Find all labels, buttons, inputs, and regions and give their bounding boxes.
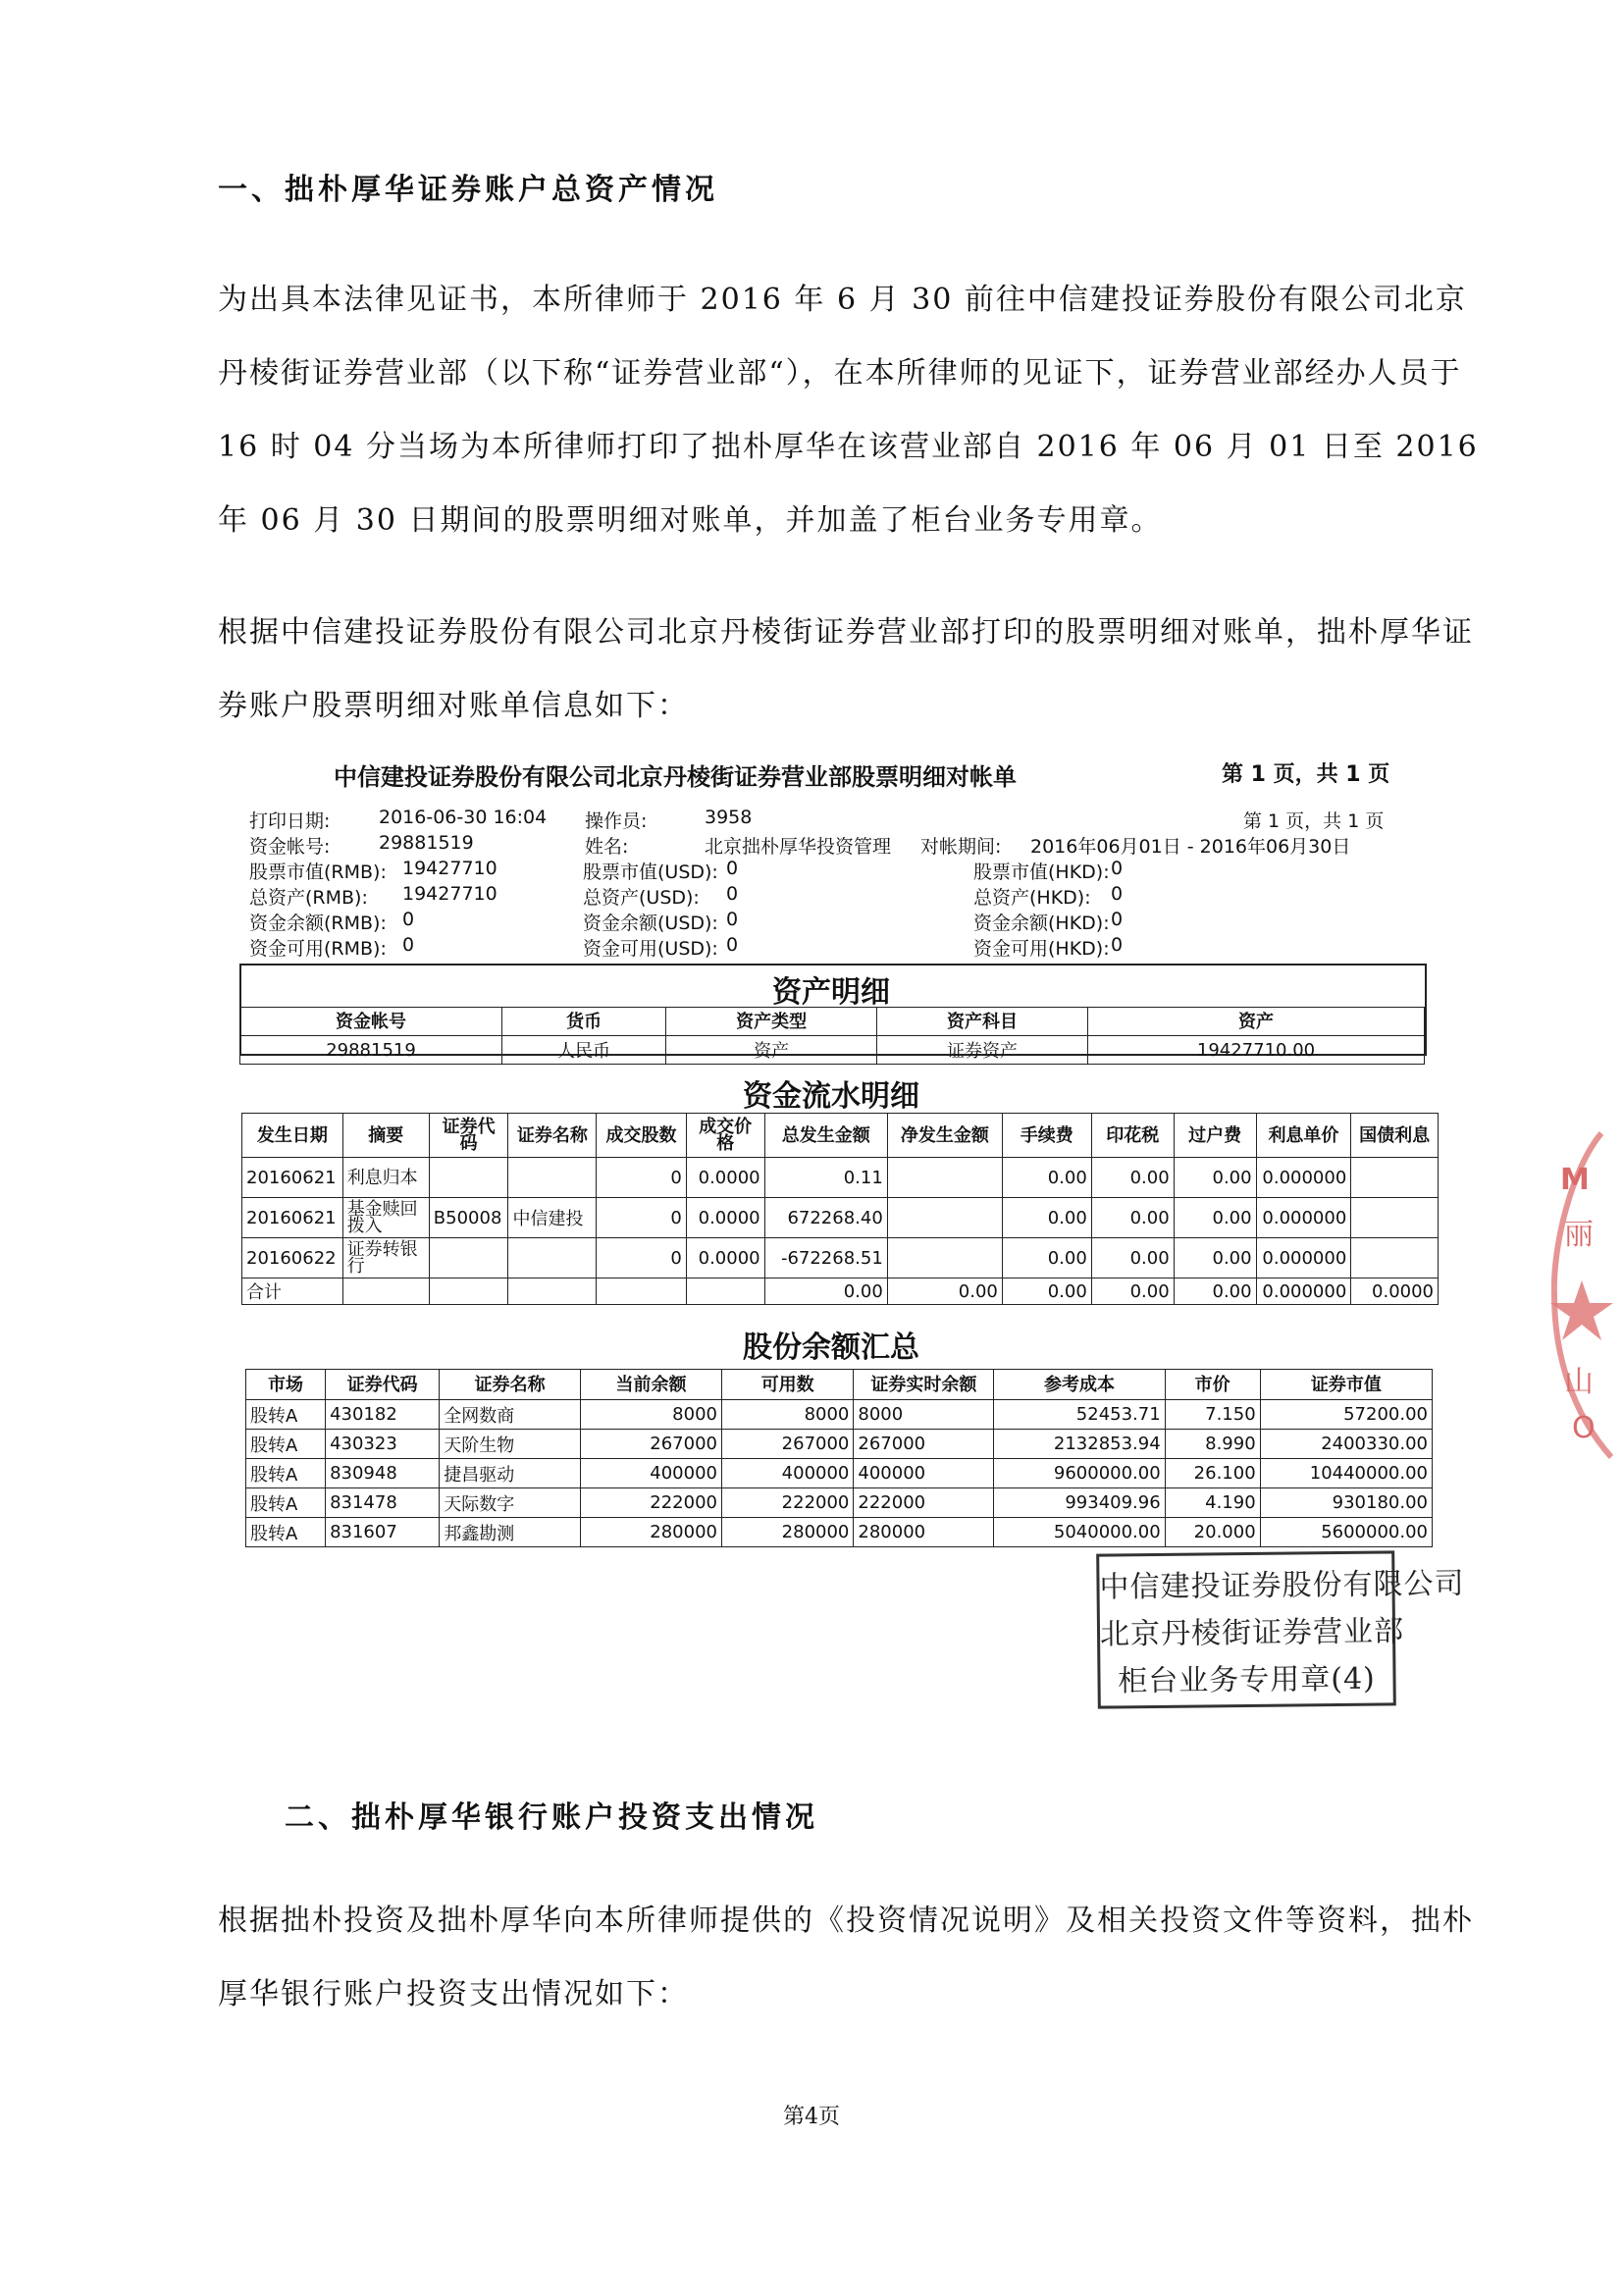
holdings-cell: 280000 xyxy=(721,1518,853,1547)
holdings-cell: 股转A xyxy=(246,1430,326,1459)
flow-cell xyxy=(1351,1238,1439,1278)
holdings-header-cell: 参考成本 xyxy=(994,1370,1165,1400)
holdings-cell: 7.150 xyxy=(1165,1400,1260,1430)
holdings-row xyxy=(246,1459,1433,1488)
summary-cell: 资金可用(USD): xyxy=(583,938,718,960)
stock-statement xyxy=(236,736,1465,1678)
flow-total-cell xyxy=(508,1278,597,1305)
holdings-cell: 2400330.00 xyxy=(1260,1430,1432,1459)
flow-total-cell: 0.00 xyxy=(887,1278,1002,1305)
statement-title: 中信建投证券股份有限公司北京丹棱街证券营业部股票明细对帐单 xyxy=(334,763,1017,791)
flow-cell: 0.00 xyxy=(1174,1238,1256,1278)
flow-header-cell: 利息单价 xyxy=(1256,1114,1351,1158)
flow-cell: 20160621 xyxy=(242,1198,343,1238)
flow-cell: 0.0000 xyxy=(686,1158,764,1198)
asset-cell: 证券资产 xyxy=(877,1036,1088,1065)
flow-header-cell: 证券名称 xyxy=(508,1114,597,1158)
flow-cell xyxy=(1351,1198,1439,1238)
svg-text:山: 山 xyxy=(1564,1365,1594,1399)
holdings-row xyxy=(246,1400,1433,1430)
flow-cell xyxy=(508,1158,597,1198)
summary-cell: 19427710 xyxy=(402,883,497,905)
summary-cell: 资金余额(HKD): xyxy=(973,913,1110,934)
flow-cell: 0.00 xyxy=(1091,1238,1174,1278)
holdings-cell: 222000 xyxy=(581,1488,722,1518)
page-footer: 第4页 xyxy=(783,2105,840,2129)
stamp-line-2: 北京丹棱街证券营业部 xyxy=(1099,1614,1405,1652)
flow-header-cell: 国债利息 xyxy=(1351,1114,1439,1158)
summary-cell: 总资产(USD): xyxy=(583,887,700,909)
paragraph-2 xyxy=(218,596,1484,743)
holdings-cell: 股转A xyxy=(246,1459,326,1488)
holdings-cell: 930180.00 xyxy=(1260,1488,1432,1518)
flow-cell xyxy=(1351,1158,1439,1198)
summary-cell: 0 xyxy=(726,883,739,905)
holdings-cell: 280000 xyxy=(581,1518,722,1547)
holdings-header-row xyxy=(246,1370,1433,1400)
flow-header-cell: 成交股数 xyxy=(597,1114,687,1158)
holdings-header-cell: 证券名称 xyxy=(440,1370,581,1400)
summary-cell: 总资产(HKD): xyxy=(973,887,1091,909)
holdings-cell: 280000 xyxy=(854,1518,994,1547)
summary-cell: 19427710 xyxy=(402,858,497,879)
holdings-row xyxy=(246,1430,1433,1459)
flow-total-cell xyxy=(342,1278,429,1305)
holdings-cell: 267000 xyxy=(854,1430,994,1459)
flow-total-cell: 0.000000 xyxy=(1256,1278,1351,1305)
flow-cell: 0.00 xyxy=(1174,1198,1256,1238)
paragraph-3-text: 根据拙朴投资及拙朴厚华向本所律师提供的《投资情况说明》及相关投资文件等资料，拙朴厚华银行账户投资支出情况如下： xyxy=(218,1904,1474,2011)
holdings-cell: 400000 xyxy=(721,1459,853,1488)
flow-cell: 基金赎回拨入 xyxy=(342,1198,429,1238)
stamp-line-3: 柜台业务专用章(4) xyxy=(1118,1661,1376,1699)
holdings-cell: 股转A xyxy=(246,1518,326,1547)
flow-cell xyxy=(887,1158,1002,1198)
svg-text:M: M xyxy=(1560,1163,1590,1197)
page-info: 第 1 页，共 1 页 xyxy=(1243,810,1385,832)
flow-header-cell: 证券代码 xyxy=(429,1114,508,1158)
summary-cell: 股票市值(HKD): xyxy=(973,861,1110,883)
flow-cell: 0.000000 xyxy=(1256,1198,1351,1238)
holdings-cell: 222000 xyxy=(854,1488,994,1518)
counter-business-stamp xyxy=(1096,1550,1465,1708)
asset-cell: 29881519 xyxy=(240,1036,502,1065)
holdings-header-cell: 证券实时余额 xyxy=(854,1370,994,1400)
asset-header-cell: 资产 xyxy=(1088,1008,1425,1036)
holdings-row xyxy=(246,1488,1433,1518)
holdings-cell: 2132853.94 xyxy=(994,1430,1165,1459)
holdings-cell: 8000 xyxy=(721,1400,853,1430)
holdings-cell: 8000 xyxy=(854,1400,994,1430)
holdings-cell: 5600000.00 xyxy=(1260,1518,1432,1547)
flow-detail-table xyxy=(241,1113,1439,1305)
account-label: 资金帐号: xyxy=(249,836,331,858)
holdings-header-cell: 当前余额 xyxy=(581,1370,722,1400)
flow-row xyxy=(242,1198,1439,1238)
operator-value: 3958 xyxy=(705,807,753,828)
holdings-header-cell: 证券代码 xyxy=(326,1370,440,1400)
flow-header-row xyxy=(242,1114,1439,1158)
flow-cell: 0.00 xyxy=(1174,1158,1256,1198)
summary-cell: 股票市值(RMB): xyxy=(249,861,387,883)
paragraph-3 xyxy=(218,1884,1484,2031)
flow-header-cell: 成交价格 xyxy=(686,1114,764,1158)
flow-cell: 证券转银行 xyxy=(342,1238,429,1278)
summary-cell: 0 xyxy=(1111,883,1124,905)
holdings-cell: 26.100 xyxy=(1165,1459,1260,1488)
holdings-cell: 831478 xyxy=(326,1488,440,1518)
asset-cell: 资产 xyxy=(666,1036,877,1065)
summary-cell: 资金余额(USD): xyxy=(583,913,718,934)
holdings-cell: 4.190 xyxy=(1165,1488,1260,1518)
flow-row xyxy=(242,1158,1439,1198)
flow-cell: 0.00 xyxy=(1091,1198,1174,1238)
flow-header-cell: 手续费 xyxy=(1002,1114,1091,1158)
summary-cell: 0 xyxy=(1111,934,1124,956)
section2-heading: 二、拙朴厚华银行账户投资支出情况 xyxy=(285,1800,818,1835)
section1-heading: 一、拙朴厚华证券账户总资产情况 xyxy=(218,173,718,207)
holdings-header-cell: 可用数 xyxy=(721,1370,853,1400)
summary-cell: 0 xyxy=(1111,858,1124,879)
holdings-title: 股份余额汇总 xyxy=(743,1331,919,1365)
statement-page-info-title: 第 1 页，共 1 页 xyxy=(1222,762,1390,787)
flow-cell: 0 xyxy=(597,1238,687,1278)
holdings-table xyxy=(245,1369,1433,1547)
asset-header-row xyxy=(240,1008,1425,1036)
flow-row xyxy=(242,1238,1439,1278)
summary-cell: 资金可用(HKD): xyxy=(973,938,1110,960)
flow-header-cell: 印花税 xyxy=(1091,1114,1174,1158)
account-value: 29881519 xyxy=(379,832,474,854)
summary-cell: 0 xyxy=(1111,909,1124,930)
summary-cell: 0 xyxy=(402,909,415,930)
holdings-cell: 400000 xyxy=(581,1459,722,1488)
asset-header-cell: 货币 xyxy=(502,1008,666,1036)
print-date-value: 2016-06-30 16:04 xyxy=(379,807,548,828)
flow-total-cell: 0.00 xyxy=(1174,1278,1256,1305)
svg-text:丽: 丽 xyxy=(1564,1218,1594,1252)
operator-label: 操作员: xyxy=(585,810,648,832)
flow-cell: 0.0000 xyxy=(686,1238,764,1278)
asset-header-cell: 资产类型 xyxy=(666,1008,877,1036)
flow-cell xyxy=(508,1238,597,1278)
summary-cell: 股票市值(USD): xyxy=(583,861,718,883)
flow-total-cell: 0.0000 xyxy=(1351,1278,1439,1305)
paragraph-1 xyxy=(218,263,1484,557)
holdings-cell: 831607 xyxy=(326,1518,440,1547)
asset-cell: 19427710.00 xyxy=(1088,1036,1425,1065)
asset-cell: 人民币 xyxy=(502,1036,666,1065)
holdings-cell: 993409.96 xyxy=(994,1488,1165,1518)
flow-cell: 中信建投 xyxy=(508,1198,597,1238)
holdings-cell: 捷昌驱动 xyxy=(440,1459,581,1488)
paragraph-2-text: 根据中信建投证券股份有限公司北京丹棱街证券营业部打印的股票明细对账单，拙朴厚华证券账户股票明细对账单信息如下： xyxy=(218,615,1474,723)
holdings-cell: 267000 xyxy=(721,1430,853,1459)
summary-cell: 资金可用(RMB): xyxy=(249,938,387,960)
asset-detail-title: 资产明细 xyxy=(772,975,890,1010)
flow-cell: 20160621 xyxy=(242,1158,343,1198)
holdings-row xyxy=(246,1518,1433,1547)
flow-header-cell: 过户费 xyxy=(1174,1114,1256,1158)
asset-header-cell: 资产科目 xyxy=(877,1008,1088,1036)
red-seal-fragment xyxy=(1543,1128,1623,1462)
holdings-cell: 邦鑫勘测 xyxy=(440,1518,581,1547)
flow-detail-title: 资金流水明细 xyxy=(743,1079,919,1114)
holdings-cell: 天阶生物 xyxy=(440,1430,581,1459)
svg-text:O: O xyxy=(1572,1411,1596,1445)
summary-cell: 总资产(RMB): xyxy=(249,887,368,909)
holdings-cell: 52453.71 xyxy=(994,1400,1165,1430)
flow-cell: 0.000000 xyxy=(1256,1238,1351,1278)
period-label: 对帐期间: xyxy=(920,836,1002,858)
print-date-label: 打印日期: xyxy=(249,810,331,832)
flow-total-cell: 0.00 xyxy=(764,1278,887,1305)
asset-detail-table xyxy=(239,1007,1425,1065)
flow-header-cell: 发生日期 xyxy=(242,1114,343,1158)
flow-cell xyxy=(887,1198,1002,1238)
holdings-cell: 20.000 xyxy=(1165,1518,1260,1547)
summary-cell: 0 xyxy=(726,909,739,930)
flow-cell: 0.00 xyxy=(1002,1238,1091,1278)
summary-cell: 0 xyxy=(726,934,739,956)
holdings-cell: 天际数字 xyxy=(440,1488,581,1518)
period-value: 2016年06月01日 - 2016年06月30日 xyxy=(1030,836,1351,858)
holdings-header-cell: 市场 xyxy=(246,1370,326,1400)
flow-cell: 利息归本 xyxy=(342,1158,429,1198)
flow-total-cell: 0.00 xyxy=(1002,1278,1091,1305)
holdings-cell: 400000 xyxy=(854,1459,994,1488)
holdings-cell: 267000 xyxy=(581,1430,722,1459)
flow-total-cell xyxy=(597,1278,687,1305)
stamp-line-1: 中信建投证券股份有限公司 xyxy=(1099,1566,1465,1605)
holdings-cell: 222000 xyxy=(721,1488,853,1518)
holdings-cell: 9600000.00 xyxy=(994,1459,1165,1488)
flow-header-cell: 总发生金额 xyxy=(764,1114,887,1158)
holdings-cell: 57200.00 xyxy=(1260,1400,1432,1430)
holdings-cell: 430182 xyxy=(326,1400,440,1430)
holdings-cell: 8000 xyxy=(581,1400,722,1430)
holdings-header-cell: 市价 xyxy=(1165,1370,1260,1400)
flow-total-cell: 0.00 xyxy=(1091,1278,1174,1305)
name-label: 姓名: xyxy=(585,836,629,858)
name-value: 北京拙朴厚华投资管理 xyxy=(705,836,892,858)
summary-cell: 0 xyxy=(402,934,415,956)
flow-cell: B50008 xyxy=(429,1198,508,1238)
flow-cell: 0.00 xyxy=(1091,1158,1174,1198)
flow-cell xyxy=(429,1238,508,1278)
flow-cell: 0.00 xyxy=(1002,1198,1091,1238)
holdings-cell: 股转A xyxy=(246,1488,326,1518)
asset-data-row xyxy=(240,1036,1425,1065)
flow-cell: 0.00 xyxy=(1002,1158,1091,1198)
flow-header-cell: 净发生金额 xyxy=(887,1114,1002,1158)
flow-cell xyxy=(429,1158,508,1198)
summary-cell: 0 xyxy=(726,858,739,879)
flow-total-cell xyxy=(686,1278,764,1305)
flow-cell: 0.11 xyxy=(764,1158,887,1198)
flow-cell: -672268.51 xyxy=(764,1238,887,1278)
flow-total-cell xyxy=(429,1278,508,1305)
flow-cell: 0 xyxy=(597,1158,687,1198)
holdings-cell: 430323 xyxy=(326,1430,440,1459)
flow-cell: 672268.40 xyxy=(764,1198,887,1238)
holdings-cell: 8.990 xyxy=(1165,1430,1260,1459)
flow-cell: 0 xyxy=(597,1198,687,1238)
holdings-cell: 830948 xyxy=(326,1459,440,1488)
flow-total-cell: 合计 xyxy=(242,1278,343,1305)
paragraph-1-text: 为出具本法律见证书，本所律师于 2016 年 6 月 30 前往中信建投证券股份有限公司北京丹棱街证券营业部（以下称“证券营业部“），在本所律师的见证下，证券营业部经办人员于 16 时 04 分当场为本所律师打印了拙朴厚华在该营业部自 2016 年 06 月 01 日至 2016 年 06 月 30 日期间的股票明细对账单，并加盖了柜台业务专用章。 xyxy=(218,283,1479,538)
holdings-cell: 股转A xyxy=(246,1400,326,1430)
flow-cell: 20160622 xyxy=(242,1238,343,1278)
holdings-cell: 全网数商 xyxy=(440,1400,581,1430)
flow-total-row xyxy=(242,1278,1439,1305)
asset-header-cell: 资金帐号 xyxy=(240,1008,502,1036)
flow-cell: 0.0000 xyxy=(686,1198,764,1238)
flow-header-cell: 摘要 xyxy=(342,1114,429,1158)
holdings-header-cell: 证券市值 xyxy=(1260,1370,1432,1400)
summary-cell: 资金余额(RMB): xyxy=(249,913,387,934)
holdings-cell: 10440000.00 xyxy=(1260,1459,1432,1488)
flow-cell xyxy=(887,1238,1002,1278)
flow-cell: 0.000000 xyxy=(1256,1158,1351,1198)
holdings-cell: 5040000.00 xyxy=(994,1518,1165,1547)
